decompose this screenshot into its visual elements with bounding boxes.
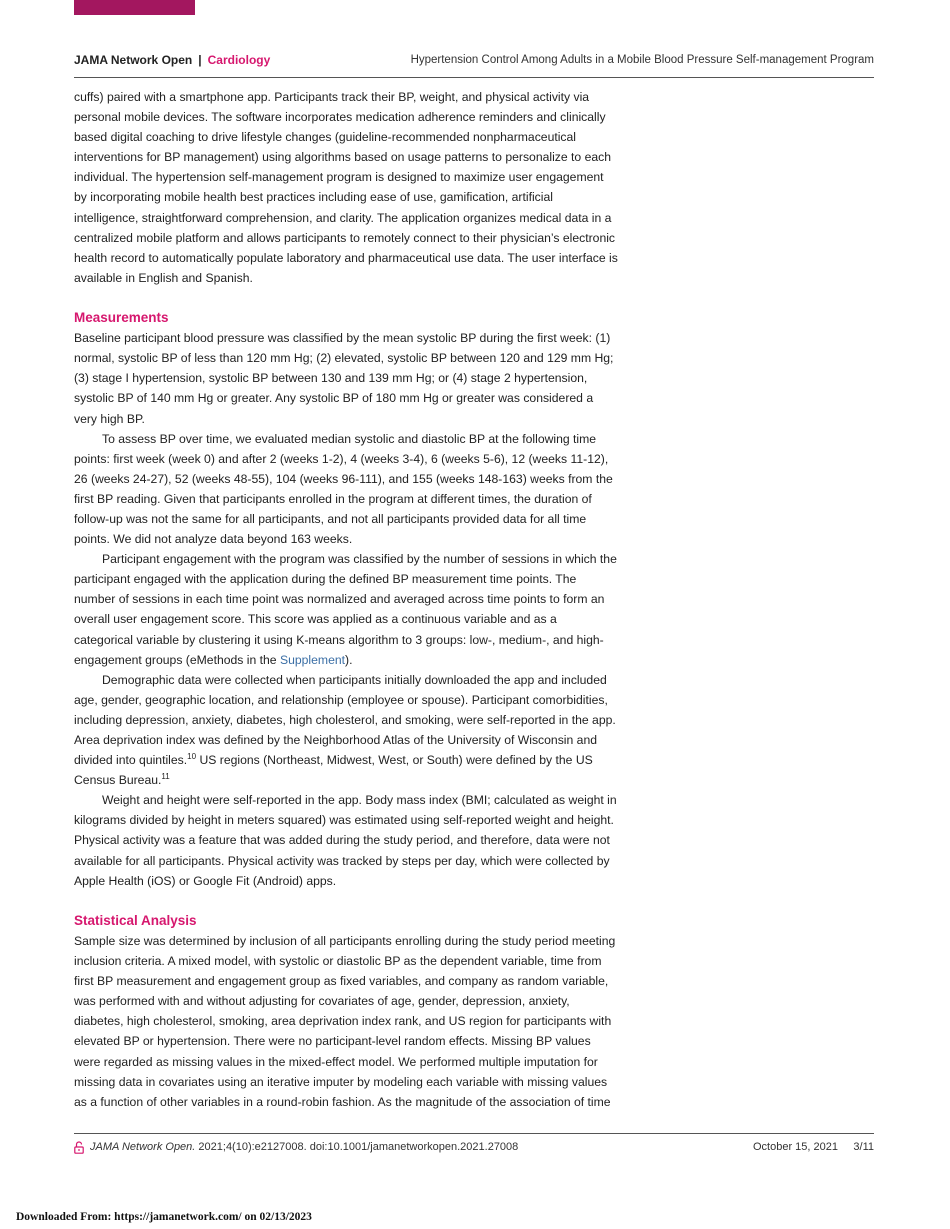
paragraph-measurements-2: To assess BP over time, we evaluated median systolic and diastolic BP at the following time points: first week (week 0) and after 2 (weeks 1-2), 4 (weeks 3-4), 6 (weeks 5-6), 12 (weeks 11-12), 26 (weeks 24-27), 52 (weeks 48-55), 104 (weeks 96-111), and 155 (weeks 148-163) weeks from the first BP reading. Given that participants enrolled in the program at different times, the duration of follow-up was not the same for all participants, and not all participants provided data for all time points. We did not analyze data beyond 163 weeks. [74, 431, 613, 547]
page-footer [74, 1140, 874, 1156]
paragraph-intro: cuffs) paired with a smartphone app. Participants track their BP, weight, and physical activity via personal mobile devices. The software incorporates medication adherence reminders and clinically based digital coaching to drive lifestyle changes (guideline-recommended nonpharmaceutical interventions for BP management) using algorithms based on usage patterns to personalize to each individual. The hypertension self-management program is designed to maximize user engagement by incorporating mobile health best practices including ease of use, gamification, artificial intelligence, straightforward comprehension, and clarity. The application organizes medical data in a centralized mobile platform and allows participants to remotely connect to their physician’s electronic health record to automatically populate laboratory and pharmaceutical use data. The user interface is available in English and Spanish. [74, 90, 618, 285]
journal-title: JAMA Network Open [74, 53, 193, 67]
supplement-link[interactable]: Supplement [279, 652, 346, 667]
page-header [74, 51, 874, 71]
heading-measurements: Measurements [74, 310, 169, 326]
reference-10[interactable]: 10 [187, 752, 197, 762]
header-divider [74, 77, 874, 78]
header-separator: | [198, 53, 202, 67]
reference-11[interactable]: 11 [161, 772, 170, 782]
page-number: 3/11 [853, 1141, 874, 1153]
footer-divider [74, 1133, 874, 1134]
journal-name [74, 51, 270, 69]
download-notice: Downloaded From: https://jamanetwork.com/ on 02/13/2023 [16, 1211, 312, 1223]
top-accent-bar [74, 0, 195, 15]
paragraph-measurements-5: Weight and height were self-reported in the app. Body mass index (BMI; calculated as weight in kilograms divided by height in meters squared) was estimated using self-reported weight and height. Physical activity was a feature that was added during the study period, and therefore, data were not available for all participants. Physical activity was tracked by steps per day, which were collected by Apple Health (iOS) or Google Fit (Android) apps. [74, 793, 617, 888]
paragraph-measurements-3: Participant engagement with the program was classified by the number of sessions in which the participant engaged with the application during the defined BP measurement time points. The number of sessions in each time point was normalized and averaged across time points to form an overall user engagement score. This score was applied as a continuous variable and as a categorical variable by clustering it using K-means algorithm to 3 groups: low-, medium-, and high-engagement groups (eMethods in the Supplement). [74, 552, 617, 667]
running-title: Hypertension Control Among Adults in a Mobile Blood Pressure Self-management Program [410, 54, 874, 66]
paragraph-measurements-4: Demographic data were collected when participants initially downloaded the app and included age, gender, geographic location, and relationship (employee or spouse). Participant comorbidities, including depression, anxiety, diabetes, high cholesterol, and smoking, were self-reported in the app. Area deprivation index was defined by the Neighborhood Atlas of the University of Wisconsin and divided into quintiles.$^{10}$ US regions (Northeast, Midwest, West, or South) were defined by the US Census Bureau.$^{11}$ [74, 672, 616, 788]
paragraph-measurements-1: Baseline participant blood pressure was classified by the mean systolic BP during the first week: (1) normal, systolic BP of less than 120 mm Hg; (2) elevated, systolic BP between 120 and 129 mm Hg; (3) stage I hypertension, systolic BP between 130 and 139 mm Hg; or (4) stage 2 hypertension, systolic BP of 140 mm Hg or greater. Any systolic BP of 180 mm Hg or greater was considered a very high BP. [74, 331, 614, 426]
citation: JAMA Network Open. 2021;4(10):e2127008. doi:10.1001/jamanetworkopen.2021.27008 [90, 1141, 519, 1153]
paragraph-statistics-1: Sample size was determined by inclusion of all participants enrolling during the study period meeting inclusion criteria. A mixed model, with systolic or diastolic BP as the dependent variable, time from first BP measurement and engagement group as fixed variables, and company as random variable, was performed with and without adjusting for covariates of age, gender, depression, anxiety, diabetes, high cholesterol, smoking, area deprivation index rank, and US region for participants with elevated BP or hypertension. There were no participant-level random effects. Missing BP values were regarded as missing values in the mixed-effect model. We performed multiple imputation for missing data in covariates using an iterative imputer by modeling each variable with missing values as a function of other variables in a round-robin fashion. As the magnitude of the association of time [74, 933, 616, 1109]
publication-date: October 15, 2021 [752, 1141, 838, 1153]
open-access-lock-icon [74, 1141, 84, 1154]
article-body [74, 87, 619, 1112]
heading-statistical-analysis: Statistical Analysis [74, 912, 197, 928]
section-name: Cardiology [207, 53, 271, 67]
